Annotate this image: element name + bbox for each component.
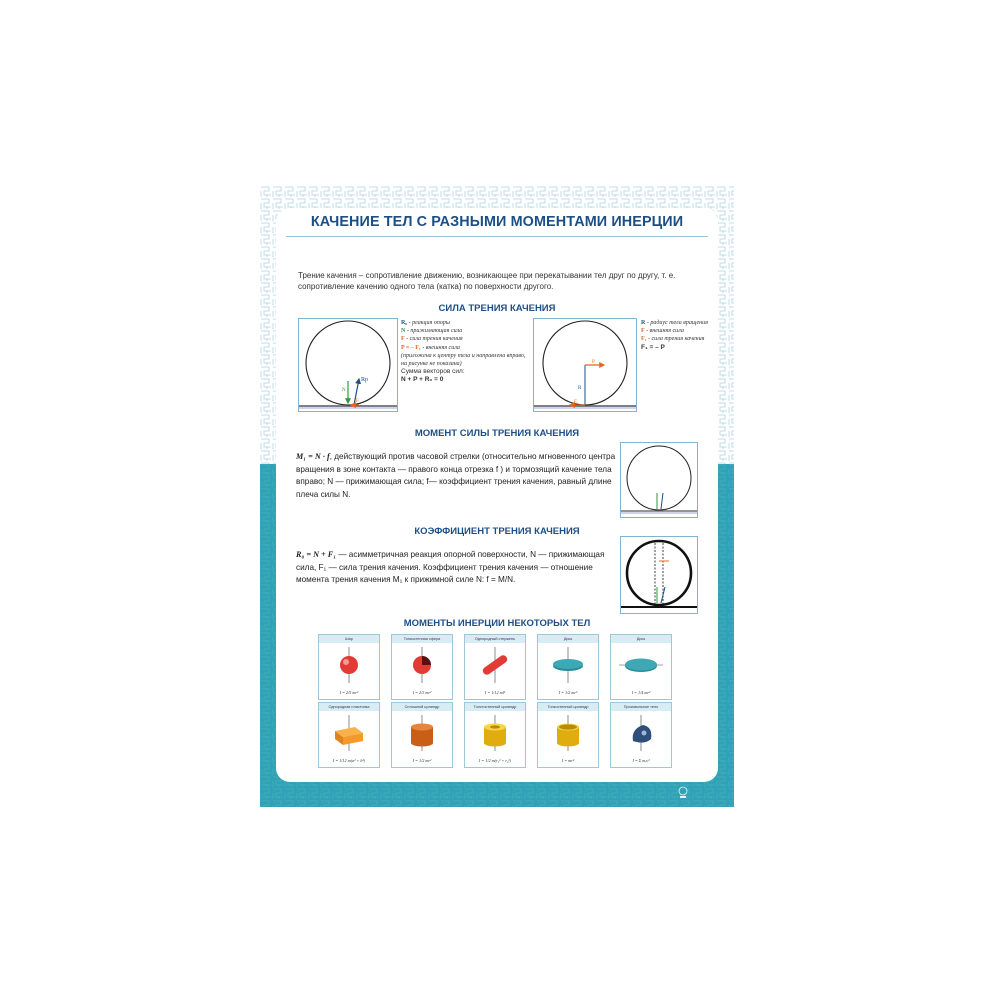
- poster: [260, 186, 734, 807]
- coefficient-diagram-frame: [620, 536, 698, 614]
- section-title-friction-coefficient: КОЭФФИЦИЕНТ ТРЕНИЯ КАЧЕНИЯ: [414, 526, 580, 537]
- legend-r-text-0: - радиус тела вращения: [645, 320, 708, 326]
- moments-of-inertia-grid: [318, 634, 678, 774]
- diagram-right-frame: [533, 318, 637, 412]
- coefficient-formula: R₀ = N + F₁: [296, 550, 337, 559]
- body-formula: I = 1/2 m(r₁² + r₂²): [478, 758, 512, 763]
- label-f: F: [356, 399, 359, 404]
- section-title-moments-of-inertia: МОМЕНТЫ ИНЕРЦИИ НЕКОТОРЫХ ТЕЛ: [403, 618, 591, 629]
- body-formula: I = 2/3 mr²: [412, 690, 432, 695]
- body-caption: Толстостенный цилиндр: [465, 703, 525, 711]
- legend-r-text-2: - сила трения качения: [646, 336, 705, 343]
- body-caption: Сплошной цилиндр: [392, 703, 452, 711]
- legend-r-sym-2: F₁: [641, 336, 647, 343]
- body-cell-cylinder-solid: [391, 702, 453, 768]
- section-title-friction-moment: МОМЕНТ СИЛЫ ТРЕНИЯ КАЧЕНИЯ: [414, 428, 580, 439]
- legend-sym-2: F: [401, 336, 405, 343]
- legend-r-sym-0: R: [641, 320, 646, 326]
- body-caption: Тонкостенный цилиндр: [538, 703, 598, 711]
- body-cell-disk: [537, 634, 599, 700]
- moment-text: , действующий против часовой стрелки (относительно мгновенного центра вращения в зоне контакта — правого конца отрезка f ) и тормозящий качение тела вправо; N — прижимающая сила; f— коэффициент трения качения, равный длине плеча силы N.: [296, 452, 616, 499]
- coefficient-diagram: [621, 537, 697, 613]
- publisher-logo-icon: [678, 786, 688, 800]
- body-caption: Диск: [611, 635, 671, 643]
- diagram-left-frame: [298, 318, 398, 412]
- label-p: P: [592, 360, 595, 365]
- rolling-body-diagram-left: [299, 319, 397, 411]
- sum-formula: N + P + R₀ = 0: [401, 376, 444, 384]
- moment-formula: M₁ = N · f: [296, 452, 330, 461]
- coefficient-paragraph: [296, 549, 618, 587]
- body-cell-cylinder-thick: [464, 702, 526, 768]
- moment-diagram-frame: [620, 442, 698, 518]
- right-formula: F₁ = – P: [641, 343, 665, 351]
- legend-sym-1: N: [401, 328, 406, 335]
- body-caption: Диск: [538, 635, 598, 643]
- body-cell-hollow-sphere: [391, 634, 453, 700]
- body-cell-cylinder-thin: [537, 702, 599, 768]
- legend-r-sym-1: F: [641, 328, 645, 335]
- legend-right: [641, 319, 713, 352]
- label-rp: Rp: [361, 377, 369, 383]
- body-formula: I = 1/2 mr²: [558, 690, 578, 695]
- intro-text: Трение качения – сопротивление движению, возникающее при перекатывании тел друг по другу, т. е. сопротивление качению одного тела (катка) по поверхности другого.: [298, 271, 676, 291]
- body-cell-plate: [318, 702, 380, 768]
- label-n: N: [342, 388, 346, 393]
- body-caption: Тонкостенная сфера: [392, 635, 452, 643]
- body-formula: I = Σ mᵢrᵢ²: [632, 758, 650, 763]
- body-formula: I = mr²: [561, 758, 575, 763]
- body-cell-sphere: [318, 634, 380, 700]
- legend-text-0: - реакция опоры: [407, 320, 450, 326]
- body-formula: I = 2/5 mr²: [339, 690, 359, 695]
- legend-sym-3: P = – F₁: [401, 344, 421, 351]
- legend-text-2: - сила трения качения: [404, 336, 463, 343]
- body-caption: Шар: [319, 635, 379, 643]
- legend-text-1: - прижимающая сила: [405, 328, 463, 335]
- rolling-body-diagram-right: [534, 319, 636, 411]
- body-formula: I = 1/2 mr²: [412, 758, 432, 763]
- legend-sym-0: R₀: [401, 320, 408, 326]
- body-caption: Произвольное тело: [611, 703, 671, 711]
- body-cell-rod: [464, 634, 526, 700]
- section-title-rolling-friction: СИЛА ТРЕНИЯ КАЧЕНИЯ: [438, 303, 556, 314]
- poster-title: КАЧЕНИЕ ТЕЛ С РАЗНЫМИ МОМЕНТАМИ ИНЕРЦИИ: [310, 214, 684, 230]
- body-formula: I = 1/4 mr²: [631, 690, 651, 695]
- label-f1: F₁: [574, 400, 579, 405]
- moment-paragraph: [296, 451, 618, 501]
- sum-label: Сумма векторов сил:: [401, 368, 465, 376]
- body-cell-disk-flat: [610, 634, 672, 700]
- title-rule: [286, 236, 708, 237]
- legend-text-4: (приложена к центру тела и направлена вправо, на рисунке не показана): [401, 352, 526, 368]
- coefficient-text: — асимметричная реакция опорной поверхности, N — прижимающая сила, F₁ — сила трения качения. Коэффициент трения качения — отношение момента трения качения M₁ к прижимной силе N: f = M/N.: [296, 550, 605, 584]
- legend-text-3: - внешняя сила: [420, 344, 460, 351]
- legend-r-text-1: - внешняя сила: [644, 328, 684, 335]
- label-r: R: [578, 386, 582, 391]
- body-cell-arbitrary: [610, 702, 672, 768]
- body-caption: Однородная пластинка: [319, 703, 379, 711]
- body-formula: I = 1/12 ml²: [484, 690, 506, 695]
- moment-diagram: [621, 443, 697, 517]
- legend-left: [401, 319, 527, 385]
- body-formula: I = 1/12 m(a² + b²): [332, 758, 366, 763]
- body-caption: Однородный стержень: [465, 635, 525, 643]
